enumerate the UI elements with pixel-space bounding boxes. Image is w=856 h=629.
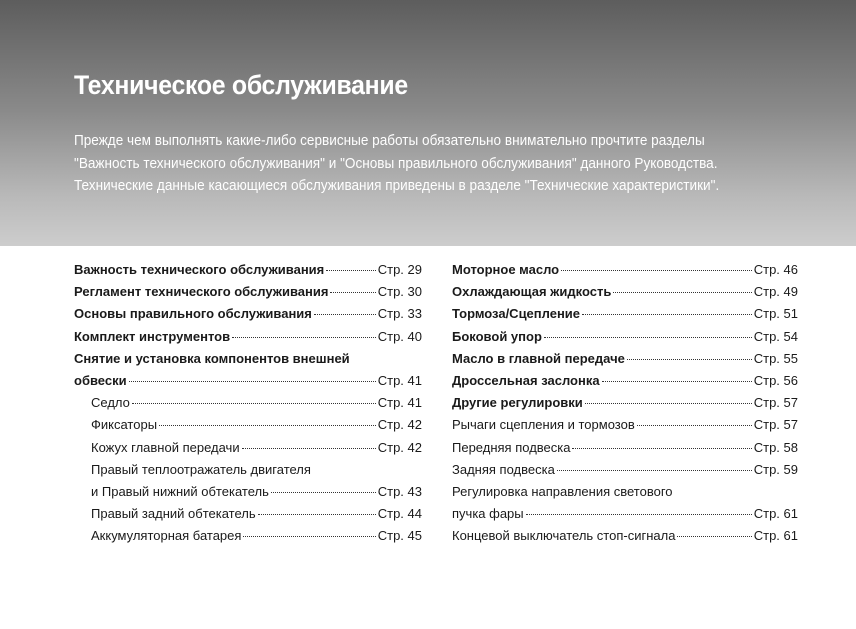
dot-leader [242,448,376,449]
toc-entry-page: Стр. 41 [377,372,422,388]
toc-entry-label: Рычаги сцепления и тормозов [452,417,635,433]
toc-entry[interactable] [452,348,798,370]
toc-entry-label: обвески [74,372,127,388]
header-banner [0,0,856,246]
dot-leader [271,492,376,493]
toc-subentry[interactable] [74,414,422,436]
toc-entry-label: пучка фары [452,506,524,522]
toc-entry-page: Стр. 33 [377,306,422,322]
toc-entry[interactable] [74,370,422,392]
toc-entry-page: Стр. 61 [753,528,798,544]
toc-entry-label: Комплект инструментов [74,328,231,344]
dot-leader [602,381,752,382]
toc-entry-label: Правый задний обтекатель [91,506,256,522]
dot-leader [129,381,376,382]
toc-subentry[interactable] [74,525,422,547]
toc-entry-label: Важность технического обслуживания [74,262,325,277]
toc-entry[interactable] [452,392,798,414]
dot-leader [637,425,752,426]
toc-entry-label: Кожух главной передачи [91,439,240,455]
toc-entry-page: Стр. 42 [377,439,422,455]
toc-entry[interactable] [452,437,798,459]
toc-subentry[interactable] [74,503,422,525]
toc-entry[interactable] [74,303,422,325]
intro-paragraph [74,130,834,198]
intro-line: Технические данные касающиеся обслуживания приведены в разделе "Технические характеристики". [74,177,720,194]
toc-entry-page: Стр. 55 [753,350,798,366]
toc-entry[interactable] [452,303,798,325]
dot-leader [330,292,375,293]
dot-leader [544,337,752,338]
intro-line: "Важность технического обслуживания" и "Основы правильного обслуживания" данного Руководства. [74,154,718,172]
toc-entry[interactable] [452,281,798,303]
toc-entry[interactable] [452,326,798,348]
toc-entry-page: Стр. 58 [753,439,798,455]
dot-leader [582,314,752,315]
toc-subentry[interactable] [74,437,422,459]
toc-entry-label-line1: Снятие и установка компонентов внешней [74,350,350,366]
toc-entry-label: Другие регулировки [452,395,583,411]
toc-entry-label: Седло [91,395,130,411]
toc-entry-label: Фиксаторы [91,417,158,433]
toc-entry-label: Аккумуляторная батарея [91,528,242,544]
toc-entry-page: Стр. 40 [377,328,422,344]
toc-entry-page: Стр. 41 [377,395,422,411]
toc-entry-label: Тормоза/Сцепление [452,306,581,322]
toc-entry[interactable] [452,414,798,436]
toc-entry-page: Стр. 46 [753,262,798,277]
toc-entry[interactable] [452,459,798,481]
toc-entry-label: Дроссельная заслонка [452,372,600,388]
toc-entry-page: Стр. 57 [753,395,798,411]
toc-left-column [74,259,422,547]
toc-entry-label: Передняя подвеска [452,439,571,455]
toc-entry-label: Концевой выключатель стоп-сигнала [452,528,676,544]
toc-entry-page: Стр. 49 [753,284,798,300]
dot-leader [572,448,751,449]
toc-entry-label-line1: Правый теплоотражатель двигателя [91,461,311,477]
dot-leader [585,403,752,404]
toc-entry-page: Стр. 30 [377,284,422,300]
toc-entry-label: Масло в главной передаче [452,350,625,366]
dot-leader [314,314,376,315]
dot-leader [613,292,751,293]
toc-entry-label: и Правый нижний обтекатель [91,483,269,499]
toc-entry-page: Стр. 29 [377,262,422,277]
dot-leader [258,514,376,515]
toc-entry[interactable] [74,259,422,281]
toc-entry-page: Стр. 42 [377,417,422,433]
toc-entry[interactable] [74,281,422,303]
toc-entry-page: Стр. 51 [753,306,798,322]
toc-entry[interactable] [74,326,422,348]
dot-leader [557,470,752,471]
toc-entry-page: Стр. 61 [753,506,798,522]
dot-leader [326,270,375,271]
dot-leader [561,270,752,271]
toc-entry-label: Охлаждающая жидкость [452,284,612,300]
dot-leader [677,536,751,537]
dot-leader [232,337,376,338]
toc-entry[interactable] [452,259,798,281]
toc-entry-label: Боковой упор [452,328,542,344]
intro-line: Прежде чем выполнять какие-либо сервисные работы обязательно внимательно прочтите разделы [74,132,705,149]
toc-entry-page: Стр. 57 [753,417,798,433]
dot-leader [526,514,752,515]
dot-leader [627,359,752,360]
toc-entry-label: Регламент технического обслуживания [74,284,329,300]
toc-entry-label: Задняя подвеска [452,461,555,477]
toc-entry-page: Стр. 56 [753,372,798,388]
toc-subentry[interactable] [74,481,422,503]
toc-entry-label: Основы правильного обслуживания [74,306,312,322]
toc-entry[interactable] [452,525,798,547]
dot-leader [159,425,376,426]
page-title: Техническое обслуживание [74,70,408,100]
toc-entry-page: Стр. 54 [753,328,798,344]
toc-subentry[interactable] [74,392,422,414]
toc-entry-label: Моторное масло [452,262,560,277]
toc-entry-page: Стр. 45 [377,528,422,544]
dot-leader [132,403,376,404]
toc-entry-label-line1: Регулировка направления светового [452,483,673,499]
toc-right-column [452,259,798,547]
toc-entry-page: Стр. 59 [753,461,798,477]
toc-entry[interactable] [452,370,798,392]
toc-entry-page: Стр. 43 [377,483,422,499]
toc-entry-page: Стр. 44 [377,506,422,522]
dot-leader [243,536,375,537]
toc-entry[interactable] [452,503,798,525]
